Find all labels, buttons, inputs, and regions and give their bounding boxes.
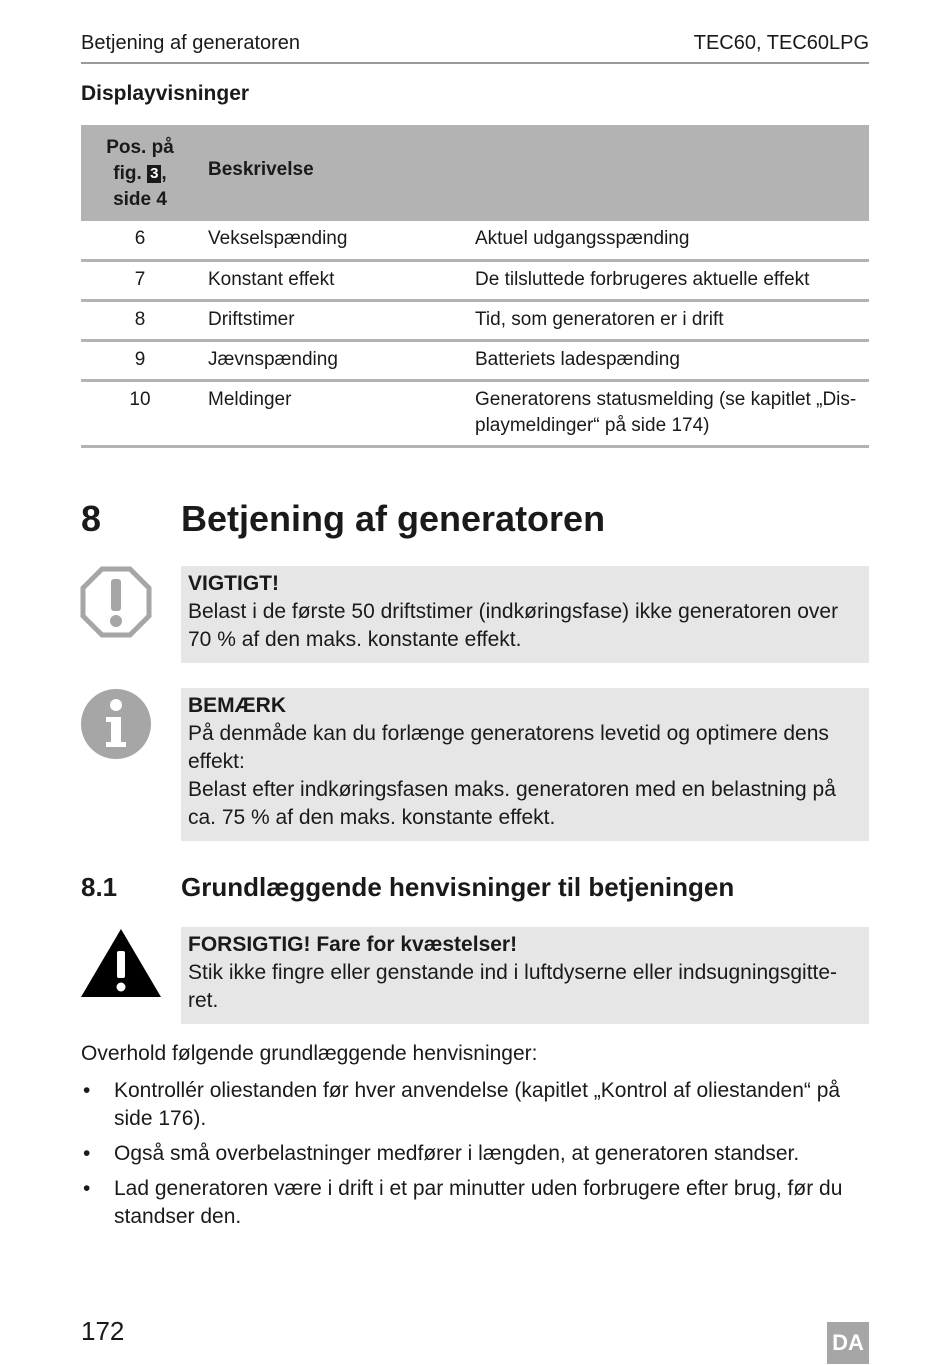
row-description <box>475 226 869 252</box>
row-position: 10 <box>129 389 151 410</box>
language-badge: DA <box>827 1322 869 1364</box>
chapter-title: Betjening af generatoren <box>181 498 606 539</box>
row-description-line: Aktuel udgangsspænding <box>475 228 690 249</box>
row-name: Jævnspænding <box>208 349 338 370</box>
figure-number-badge: 3 <box>147 165 161 183</box>
list-item-line: Lad generatoren være i drift i et par minutter uden forbrugere efter brug, før du <box>114 1177 843 1200</box>
running-header-title: Betjening af generatoren <box>81 32 301 54</box>
row-description <box>475 307 869 333</box>
note-notice <box>181 688 869 841</box>
list-item-line: Kontrollér oliestanden før hver anvendelse (kapitlet „Kontrol af oliestanden“ på <box>114 1079 841 1102</box>
row-position: 8 <box>134 309 146 330</box>
important-notice-line: 70 % af den maks. konstante effekt. <box>188 628 522 651</box>
chapter-number: 8 <box>81 498 102 539</box>
row-position: 6 <box>134 228 146 249</box>
row-description-line: De tilsluttede forbrugeres aktuelle effekt <box>475 269 810 290</box>
row-description-line: Generatorens statusmelding (se kapitlet „Dis- <box>475 389 857 410</box>
list-item <box>81 1140 869 1168</box>
note-notice-title: BEMÆRK <box>188 694 286 717</box>
caution-notice-line: ret. <box>188 989 219 1012</box>
column-header-description: Beskrivelse <box>208 159 314 180</box>
octagon-exclamation-icon <box>80 566 152 638</box>
bullet-marker: • <box>83 1142 91 1165</box>
page-number: 172 <box>81 1316 125 1346</box>
important-notice-title: VIGTIGT! <box>188 572 279 595</box>
row-name: Meldinger <box>208 389 292 410</box>
important-notice <box>181 566 869 663</box>
list-item-line: Også små overbelastninger medfører i længden, at generatoren standser. <box>114 1142 800 1165</box>
warning-triangle-icon <box>80 927 162 999</box>
table-rule <box>81 379 869 382</box>
column-header-comma: , <box>161 163 167 184</box>
list-item <box>81 1077 869 1133</box>
bullet-marker: • <box>83 1079 91 1102</box>
row-description-line: Batteriets ladespænding <box>475 349 680 370</box>
table-rule <box>81 299 869 302</box>
table-heading: Displayvisninger <box>81 82 250 105</box>
column-header-fig-label: fig. <box>113 163 142 184</box>
row-description-line: playmeldinger“ på side 174) <box>475 415 710 436</box>
table-rule <box>81 259 869 262</box>
row-position: 7 <box>134 269 146 290</box>
section-number: 8.1 <box>81 872 118 902</box>
caution-notice-line: Stik ikke fingre eller genstande ind i luftdyserne eller indsugningsgitte- <box>188 961 838 984</box>
row-name: Vekselspænding <box>208 228 348 249</box>
caution-notice <box>181 927 869 1024</box>
row-position: 9 <box>134 349 146 370</box>
row-description <box>475 347 869 373</box>
header-rule <box>81 62 869 64</box>
info-icon <box>80 688 152 760</box>
column-header-position-line1: Pos. på <box>106 137 174 158</box>
column-header-position <box>81 135 199 213</box>
column-header-position-line2 <box>81 161 199 187</box>
row-description-line: Tid, som generatoren er i drift <box>475 309 724 330</box>
bullet-list <box>81 1077 869 1238</box>
column-header-position-line3: side 4 <box>113 189 167 210</box>
table-rule <box>81 339 869 342</box>
caution-notice-title: FORSIGTIG! Fare for kvæstelser! <box>188 933 518 956</box>
note-notice-line: ca. 75 % af den maks. konstante effekt. <box>188 806 556 829</box>
section-title: Grundlæggende henvisninger til betjeningen <box>181 872 735 902</box>
list-item <box>81 1175 869 1231</box>
note-notice-line: effekt: <box>188 750 245 773</box>
bullet-marker: • <box>83 1177 91 1200</box>
table-header <box>81 125 869 221</box>
running-header-model: TEC60, TEC60LPG <box>693 32 869 54</box>
note-notice-line: På denmåde kan du forlænge generatorens levetid og optimere dens <box>188 722 829 745</box>
list-item-line: side 176). <box>114 1107 207 1130</box>
list-item-line: standser den. <box>114 1205 242 1228</box>
table-rule <box>81 445 869 448</box>
row-description <box>475 387 869 439</box>
row-description <box>475 267 869 293</box>
intro-paragraph: Overhold følgende grundlæggende henvisninger: <box>81 1042 538 1065</box>
important-notice-line: Belast i de første 50 driftstimer (indkøringsfase) ikke generatoren over <box>188 600 839 623</box>
row-name: Konstant effekt <box>208 269 335 290</box>
note-notice-line: Belast efter indkøringsfasen maks. generatoren med en belastning på <box>188 778 836 801</box>
row-name: Driftstimer <box>208 309 295 330</box>
